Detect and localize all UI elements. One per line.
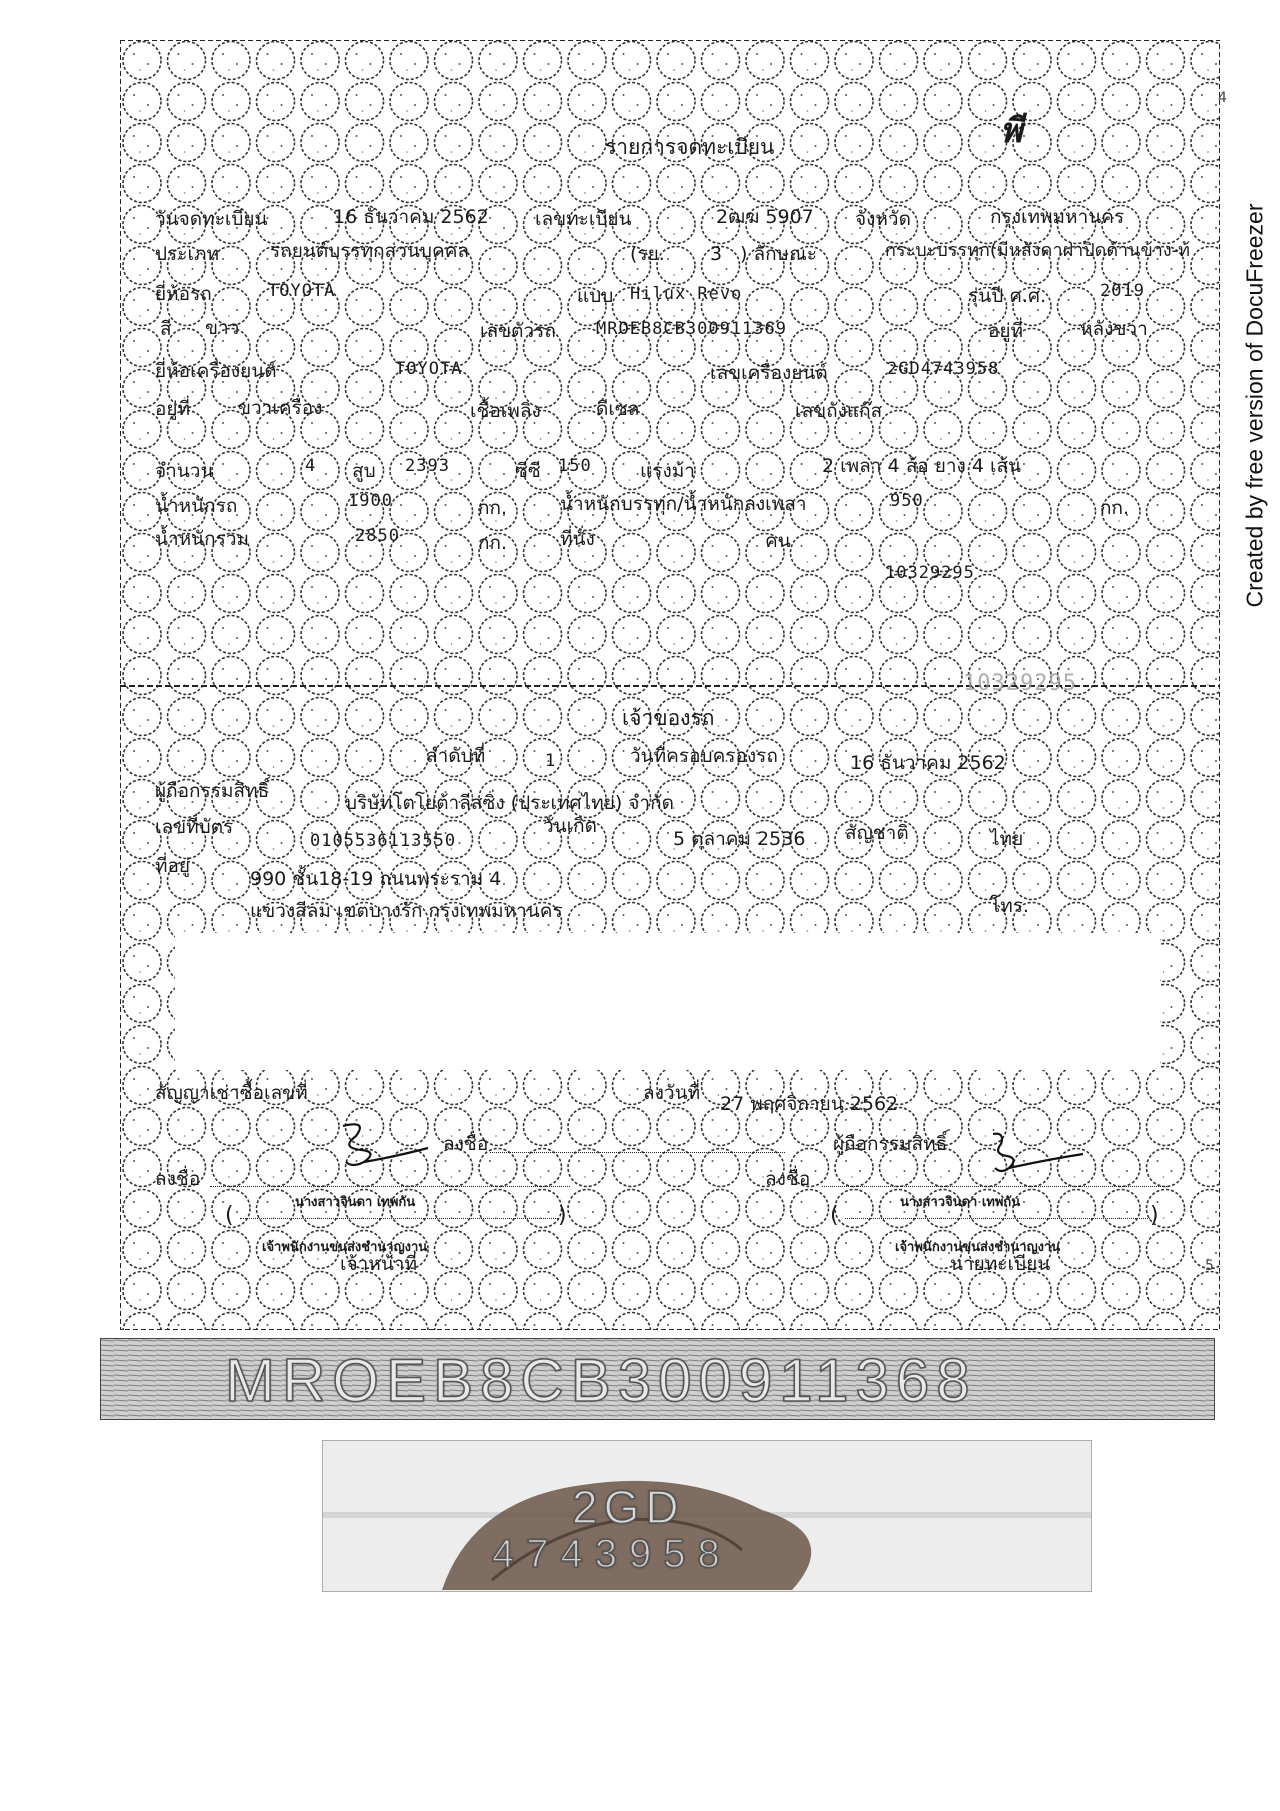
load-label: น้ำหนักบรรทุก/น้ำหนักลงเพลา bbox=[560, 493, 807, 515]
paren-right-open: ( bbox=[830, 1203, 839, 1228]
brand-label: ยี่ห้อรถ bbox=[155, 283, 212, 305]
card-value: 0105536113550 bbox=[310, 831, 457, 851]
holder-signature bbox=[975, 1128, 1095, 1183]
type-label: ประเภท bbox=[155, 243, 220, 265]
weight-label: น้ำหนักรถ bbox=[155, 495, 238, 517]
signer-right-role: เจ้าพนักงานขนส่งชำนาญงาน bbox=[895, 1240, 1061, 1255]
contract-label: สัญญาเช่าซื้อเลขที่ bbox=[155, 1082, 308, 1104]
sign-line-2 bbox=[210, 1186, 570, 1187]
engine-rubbing-line-1: 2GD bbox=[572, 1481, 685, 1533]
kg-label-3: กก. bbox=[478, 532, 508, 554]
model-value: Hilux Revo bbox=[630, 284, 743, 304]
signer-left-role: เจ้าพนักงานขนส่งชำนาญงาน bbox=[262, 1240, 428, 1255]
fuel-value: ดีเซล bbox=[596, 398, 640, 420]
signer-right-line bbox=[845, 1218, 1150, 1219]
sign-line-1 bbox=[490, 1152, 785, 1153]
weight-value: 1900 bbox=[348, 491, 393, 511]
address-line-2: แขวงสีลม เขตบางรัก กรุงเทพมหานคร bbox=[250, 900, 563, 922]
character-value: กระบะบรรทุก(มีหลังคาฝาปิดด้านข้าง-ท้ bbox=[885, 240, 1191, 261]
order-value: 1 bbox=[545, 751, 557, 771]
model-label: แบบ bbox=[577, 285, 614, 307]
vin-value: MROEB8CB300911369 bbox=[596, 319, 787, 339]
redacted-area bbox=[175, 933, 1160, 1070]
engine-brand-value: TOYOTA bbox=[395, 359, 463, 379]
hp-value: 150 bbox=[558, 456, 592, 476]
officer-signature bbox=[328, 1118, 438, 1178]
nationality-value: ไทย bbox=[990, 828, 1024, 850]
engine-location-label: อยู่ที่ bbox=[155, 398, 191, 420]
axles-value: 2 เพลา 4 ล้อ ยาง 4 เส้น bbox=[822, 455, 1022, 477]
holder-label: ผู้ถือกรรมสิทธิ์ bbox=[155, 780, 270, 802]
signer-left-line bbox=[240, 1218, 558, 1219]
vin-location-label: อยู่ที่ bbox=[988, 320, 1024, 342]
kg-label-2: กก. bbox=[1100, 497, 1130, 519]
engine-rubbing-line-2: 4743958 bbox=[492, 1532, 732, 1576]
count-label: จำนวน bbox=[155, 460, 214, 482]
color-value: ขาว bbox=[205, 317, 240, 339]
plate-value: 2ฒฆ 5907 bbox=[716, 206, 814, 228]
birth-label: วันเกิด bbox=[543, 815, 597, 837]
gross-label: น้ำหนักรวม bbox=[155, 528, 250, 550]
paren-left-close: ) bbox=[558, 1203, 567, 1228]
phone-label: โทร. bbox=[990, 895, 1029, 917]
card-label: เลขที่บัตร bbox=[155, 816, 234, 838]
holder-sign-label: ผู้ถือกรรมสิทธิ์ bbox=[833, 1133, 948, 1155]
address-line-1: 990 ชั้น18-19 ถนนพระราม 4 bbox=[250, 868, 502, 890]
page-number-top: 4 bbox=[1218, 90, 1227, 106]
load-value: 950 bbox=[890, 491, 924, 511]
year-value: 2019 bbox=[1100, 281, 1145, 301]
sign-label-1: ลงชื่อ bbox=[443, 1133, 489, 1155]
seats-label: ที่นั่ง bbox=[560, 528, 595, 550]
registration-title: รายการจดทะเบียน bbox=[605, 135, 775, 159]
engine-brand-label: ยี่ห้อเครื่องยนต์ bbox=[155, 360, 277, 382]
year-label: รุ่นปี ค.ศ. bbox=[968, 285, 1047, 307]
watermark: Created by free version of DocuFreezer bbox=[1241, 203, 1268, 608]
signer-right-name: นางสาวจินดา เทพกัน bbox=[900, 1195, 1021, 1210]
vin-label: เลขตัวรถ bbox=[480, 320, 556, 342]
sign-line-3 bbox=[822, 1186, 1167, 1187]
sign-label-3: ลงชื่อ bbox=[765, 1168, 811, 1190]
province-label: จังหวัด bbox=[855, 208, 911, 230]
paren-right-close: ) bbox=[1150, 1203, 1159, 1228]
kg-label-1: กก. bbox=[478, 497, 508, 519]
book-number: 10329295 bbox=[885, 563, 975, 583]
engine-no-value: 2GD4743958 bbox=[887, 359, 1000, 379]
hp-label: แรงม้า bbox=[640, 460, 695, 482]
gas-tank-label: เลขถังแก๊ส bbox=[795, 400, 883, 422]
nationality-label: สัญชาติ bbox=[845, 822, 909, 844]
vin-location-value: หลังขวา bbox=[1080, 318, 1148, 340]
reg-date-value: 16 ธันวาคม 2562 bbox=[333, 206, 489, 228]
sign-label-2: ลงชื่อ bbox=[155, 1168, 201, 1190]
gross-value: 2850 bbox=[355, 526, 400, 546]
plate-label: เลขทะเบียน bbox=[535, 208, 632, 230]
fuel-label: เชื้อเพลิง bbox=[470, 400, 541, 422]
province-value: กรุงเทพมหานคร bbox=[990, 206, 1125, 228]
rs-value: 3 bbox=[710, 243, 723, 265]
signed-date-value: 27 พฤศจิกายน 2562 bbox=[720, 1093, 899, 1115]
signer-left-name: นางสาวจินดา เทพกัน bbox=[295, 1195, 416, 1210]
birth-value: 5 ตุลาคม 2536 bbox=[673, 828, 806, 850]
vin-rubbing-text: MROEB8CB300911368 bbox=[225, 1347, 977, 1414]
vin-rubbing-strip bbox=[100, 1338, 1215, 1420]
engine-no-label: เลขเครื่องยนต์ bbox=[710, 362, 828, 384]
persons-label: คน bbox=[765, 530, 791, 552]
cc-value: 2393 bbox=[405, 456, 450, 476]
engine-rubbing-strip bbox=[322, 1440, 1092, 1592]
possession-date-value: 16 ธันวาคม 2562 bbox=[850, 752, 1006, 774]
engine-location-value: ขวาเครื่อง bbox=[238, 397, 323, 419]
signed-date-label: ลงวันที่ bbox=[643, 1082, 701, 1104]
book-number-faded: 10329295 bbox=[963, 671, 1077, 696]
character-label: ) ลักษณะ bbox=[740, 243, 817, 265]
color-label: สี bbox=[160, 318, 172, 340]
type-value: รถยนต์บรรทุกส่วนบุคคล bbox=[270, 240, 470, 262]
handwritten-initials: พี bbox=[1000, 111, 1023, 151]
paren-left-open: ( bbox=[225, 1203, 234, 1228]
possession-date-label: วันที่ครอบครองรถ bbox=[630, 745, 778, 767]
registrar-label: นายทะเบียน bbox=[950, 1253, 1051, 1275]
reg-date-label: วันจดทะเบียน bbox=[155, 208, 268, 230]
cc-label: ซีซี bbox=[515, 460, 541, 482]
address-label: ที่อยู่ bbox=[155, 855, 191, 877]
rs-label: (รย. bbox=[630, 243, 665, 265]
owner-title: เจ้าของรถ bbox=[622, 706, 715, 730]
order-label: ลำดับที่ bbox=[426, 745, 486, 767]
page-number-bottom: 5 bbox=[1205, 1258, 1214, 1274]
brand-value: TOYOTA bbox=[268, 281, 336, 301]
officer-label: เจ้าหน้าที่ bbox=[340, 1253, 418, 1275]
holder-value: บริษัทโตโยต้าลีสซิ่ง (ประเทศไทย) จำกัด bbox=[345, 792, 674, 814]
cylinders-label: สูบ bbox=[352, 460, 376, 482]
cylinders-value: 4 bbox=[305, 456, 317, 476]
